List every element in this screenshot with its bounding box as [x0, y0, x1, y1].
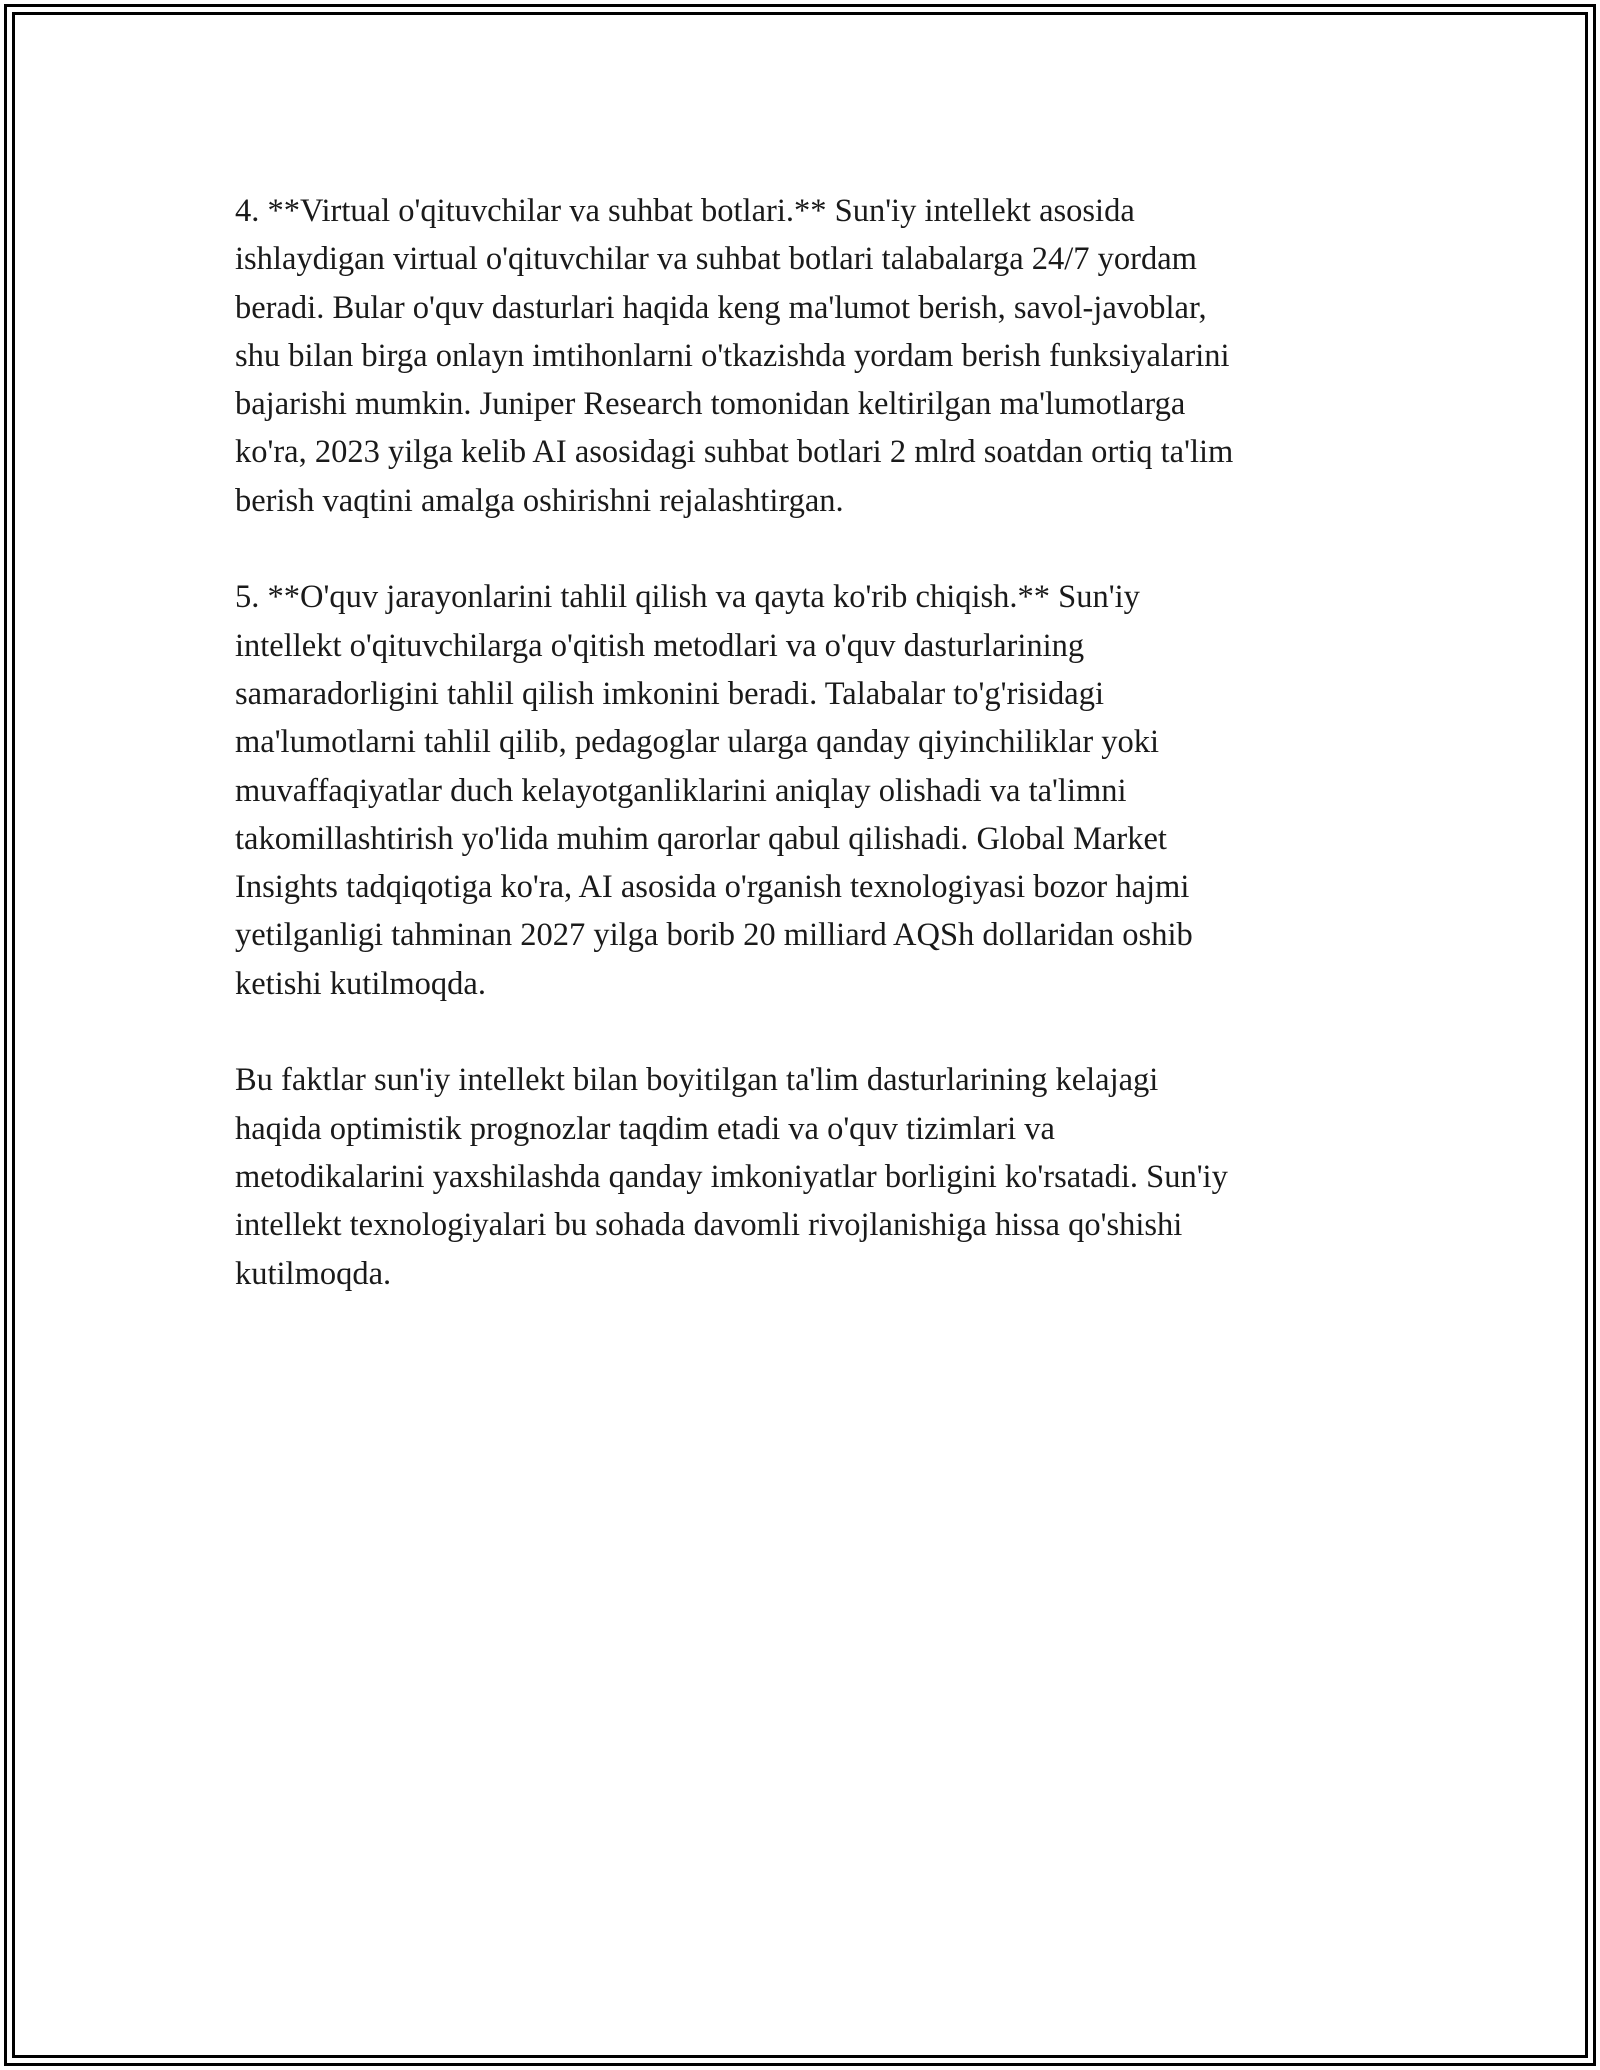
text-line: beradi. Bular o'quv dasturlari haqida keng ma'lumot berish, savol-javoblar, — [235, 289, 1207, 326]
text-line: ko'ra, 2023 yilga kelib AI asosidagi suhbat botlari 2 mlrd soatdan ortiq ta'lim — [235, 434, 1234, 471]
text-line: kutilmoqda. — [235, 1255, 392, 1292]
text-line: 4. **Virtual o'qituvchilar va suhbat botlari.** Sun'iy intellekt asosida — [235, 193, 1135, 229]
paragraph-virtual-tutors — [235, 187, 1375, 525]
text-line: ma'lumotlarni tahlil qilib, pedagoglar ularga qanday qiyinchiliklar yoki — [235, 724, 1160, 761]
text-line: takomillashtirish yo'lida muhim qarorlar qabul qilishadi. Global Market — [235, 820, 1167, 857]
text-line: intellekt o'qituvchilarga o'qitish metodlari va o'quv dasturlarining — [235, 627, 1085, 664]
text-line: Bu faktlar sun'iy intellekt bilan boyitilgan ta'lim dasturlarining kelajagi — [235, 1062, 1159, 1099]
text-line: Insights tadqiqotiga ko'ra, AI asosida o'rganish texnologiyasi bozor hajmi — [235, 869, 1190, 906]
text-line: ishlaydigan virtual o'qituvchilar va suhbat botlari talabalarga 24/7 yordam — [235, 241, 1197, 278]
text-line: samaradorligini tahlil qilish imkonini beradi. Talabalar to'g'risidagi — [235, 675, 1104, 712]
text-line: 5. **O'quv jarayonlarini tahlil qilish va qayta ko'rib chiqish.** Sun'iy — [235, 579, 1140, 616]
text-line: ketishi kutilmoqda. — [235, 965, 486, 1002]
text-line: yetilganligi tahminan 2027 yilga borib 20 milliard AQSh dollaridan oshib — [235, 917, 1193, 954]
text-line: berish vaqtini amalga oshirishni rejalashtirgan. — [235, 482, 844, 519]
text-line: metodikalarini yaxshilashda qanday imkoniyatlar borligini ko'rsatadi. Sun'iy — [235, 1158, 1228, 1195]
paragraph-learning-analysis — [235, 573, 1375, 1008]
text-line: bajarishi mumkin. Juniper Research tomonidan keltirilgan ma'lumotlarga — [235, 386, 1186, 423]
text-line: muvaffaqiyatlar duch kelayotganliklarini aniqlay olishadi va ta'limni — [235, 772, 1127, 809]
paragraph-conclusion — [235, 1056, 1375, 1297]
text-line: haqida optimistik prognozlar taqdim etadi va o'quv tizimlari va — [235, 1110, 1055, 1147]
document-body — [235, 187, 1375, 1346]
text-line: shu bilan birga onlayn imtihonlarni o'tkazishda yordam berish funksiyalarini — [235, 337, 1230, 374]
text-line: intellekt texnologiyalari bu sohada davomli rivojlanishiga hissa qo'shishi — [235, 1207, 1183, 1244]
